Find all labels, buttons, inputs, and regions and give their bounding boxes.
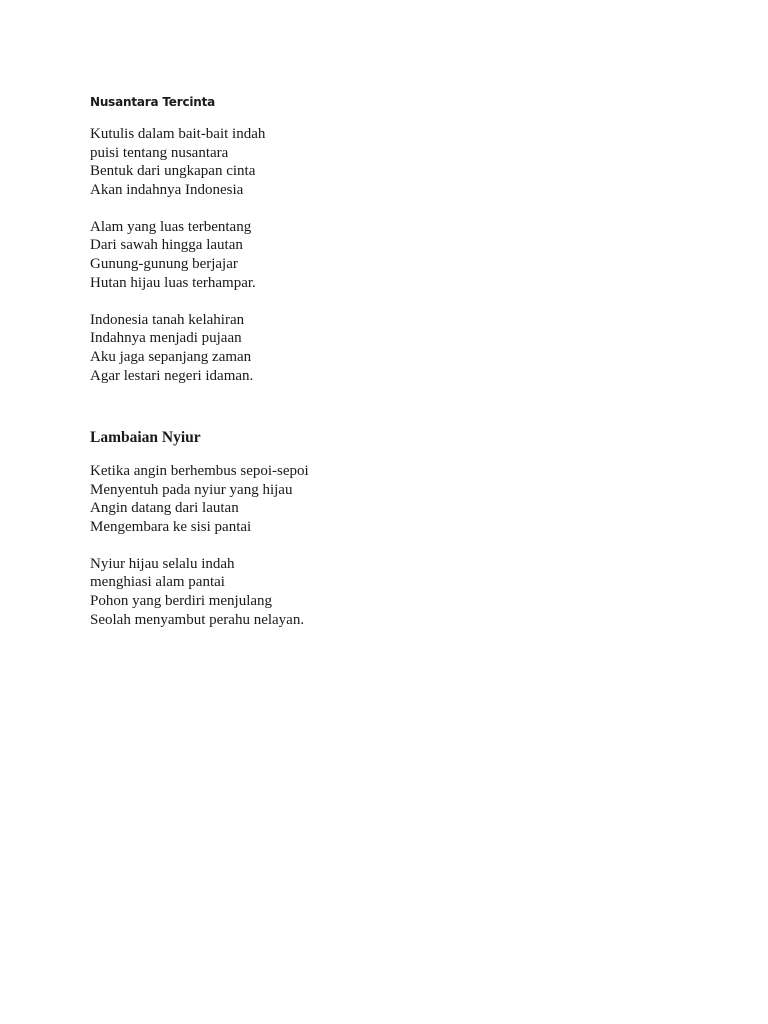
stanza: [90, 462, 690, 536]
stanza: [90, 125, 690, 199]
poem-title: Nusantara Tercinta: [90, 95, 216, 109]
poem-line: Gunung-gunung berjajar: [90, 256, 238, 273]
poem-line: menghiasi alam pantai: [90, 574, 225, 591]
poem-line: Aku jaga sepanjang zaman: [90, 348, 252, 365]
stanza: [90, 311, 690, 385]
poem-nusantara-tercinta: [90, 93, 690, 404]
poem-line: Pohon yang berdiri menjulang: [90, 593, 273, 610]
stanza: [90, 218, 690, 292]
poem-line: Alam yang luas terbentang: [90, 218, 252, 235]
poem-line: Menyentuh pada nyiur yang hijau: [90, 481, 293, 498]
poem-lambaian-nyiur: [90, 428, 690, 648]
poem-line: Dari sawah hingga lautan: [90, 237, 243, 254]
poem-line: Kutulis dalam bait-bait indah: [90, 126, 266, 142]
poem-line: puisi tentang nusantara: [90, 144, 229, 161]
poem-line: Agar lestari negeri idaman.: [90, 367, 254, 384]
poem-title: Lambaian Nyiur: [90, 429, 201, 446]
poem-line: Akan indahnya Indonesia: [90, 181, 244, 198]
poem-line: Mengembara ke sisi pantai: [90, 518, 252, 535]
poem-line: Nyiur hijau selalu indah: [90, 555, 235, 572]
stanza: [90, 555, 690, 629]
poem-line: Seolah menyambut perahu nelayan.: [90, 611, 305, 628]
poem-line: Indonesia tanah kelahiran: [90, 311, 245, 328]
poem-line: Angin datang dari lautan: [90, 500, 239, 517]
poem-line: Hutan hijau luas terhampar.: [90, 274, 256, 291]
poem-line: Indahnya menjadi pujaan: [90, 330, 242, 347]
poem-line: Bentuk dari ungkapan cinta: [90, 163, 256, 180]
poem-line: Ketika angin berhembus sepoi-sepoi: [90, 463, 309, 479]
